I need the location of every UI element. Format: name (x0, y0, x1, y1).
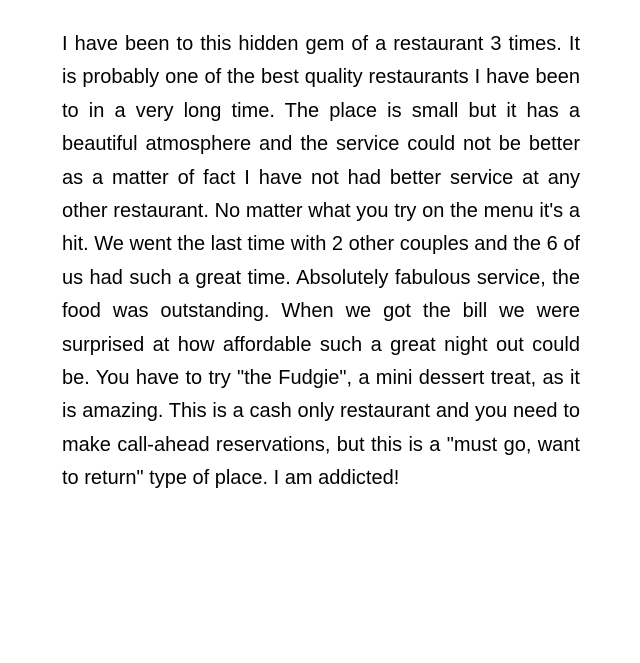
review-text: I have been to this hidden gem of a restaurant 3 times. It is probably one of the best quality restaurants I have been to in a very long time. The place is small but it has a beautiful atmosphere and the service could not be better as a matter of fact I have not had better service at any other restaurant. No matter what you try on the menu it's a hit. We went the last time with 2 other couples and the 6 of us had such a great time. Absolutely fabulous service, the food was outstanding. When we got the bill we were surprised at how affordable such a great night out could be. You have to try "the Fudgie", a mini dessert treat, as it is amazing. This is a cash only restaurant and you need to make call-ahead reservations, but this is a "must go, want to return" type of place. I am addicted! (62, 33, 580, 490)
